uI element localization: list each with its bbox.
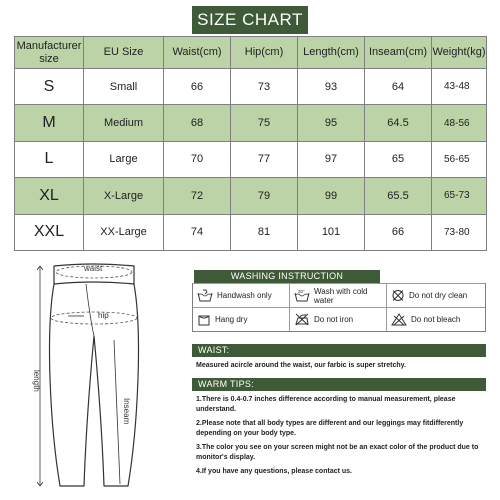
cell-waist: 68 bbox=[164, 105, 231, 141]
cell-inseam: 66 bbox=[365, 214, 432, 250]
cold-wash-icon bbox=[294, 289, 310, 302]
hang-dry-icon bbox=[197, 313, 211, 326]
cell-length: 99 bbox=[298, 178, 365, 214]
cell-size: XXL bbox=[15, 214, 84, 250]
wash-item-no-bleach bbox=[387, 307, 485, 331]
svg-text:30°: 30° bbox=[298, 289, 305, 294]
table-row bbox=[15, 105, 487, 141]
waist-title: WAIST: bbox=[192, 344, 486, 357]
cell-waist: 72 bbox=[164, 178, 231, 214]
header-manufacturer-size: Manufacturer size bbox=[15, 37, 84, 69]
cell-size: XL bbox=[15, 178, 84, 214]
wash-item-hang-dry bbox=[193, 307, 290, 331]
header-inseam: Inseam(cm) bbox=[365, 37, 432, 69]
table-header-row bbox=[15, 37, 487, 69]
tip-item: 3.The color you see on your screen might not be an exact color of the product due to monitor's display. bbox=[196, 444, 479, 461]
tips-panel bbox=[192, 378, 486, 477]
leggings-diagram bbox=[14, 258, 174, 492]
cell-length: 93 bbox=[298, 69, 365, 105]
cell-weight: 43-48 bbox=[432, 69, 487, 105]
inseam-measure-line bbox=[114, 340, 120, 484]
cell-inseam: 65.5 bbox=[365, 178, 432, 214]
wash-label-hang-dry: Hang dry bbox=[215, 315, 248, 324]
cell-weight: 73-80 bbox=[432, 214, 487, 250]
cell-eu: Small bbox=[84, 69, 164, 105]
header-eu-size: EU Size bbox=[84, 37, 164, 69]
table-row bbox=[15, 69, 487, 105]
cell-waist: 74 bbox=[164, 214, 231, 250]
waist-panel bbox=[192, 344, 486, 371]
length-label: length bbox=[32, 370, 41, 392]
wash-label-no-iron: Do not iron bbox=[314, 315, 354, 324]
hip-label: hip bbox=[98, 311, 109, 320]
cell-eu: Medium bbox=[84, 105, 164, 141]
wash-item-cold bbox=[290, 283, 387, 307]
no-iron-icon bbox=[294, 313, 310, 326]
cell-hip: 73 bbox=[231, 69, 298, 105]
cell-size: M bbox=[15, 105, 84, 141]
wash-label-no-bleach: Do not bleach bbox=[411, 315, 461, 324]
table-row bbox=[15, 141, 487, 177]
cell-waist: 70 bbox=[164, 141, 231, 177]
header-weight: Weight(kg) bbox=[432, 37, 487, 69]
cell-hip: 79 bbox=[231, 178, 298, 214]
washing-panel bbox=[192, 270, 486, 332]
cell-hip: 81 bbox=[231, 214, 298, 250]
waist-text: Measured acircle around the waist, our farbic is super stretchy. bbox=[196, 362, 406, 369]
size-table bbox=[14, 36, 487, 251]
washing-grid bbox=[192, 283, 486, 332]
cell-weight: 48-56 bbox=[432, 105, 487, 141]
tip-item: 2.Please note that all body types are different and our leggings may fitdifferently depending on your body type. bbox=[196, 420, 464, 437]
header-hip: Hip(cm) bbox=[231, 37, 298, 69]
cell-eu: X-Large bbox=[84, 178, 164, 214]
washing-title: WASHING INSTRUCTION bbox=[194, 270, 380, 283]
no-bleach-icon bbox=[391, 313, 407, 326]
cell-size: S bbox=[15, 69, 84, 105]
cell-length: 101 bbox=[298, 214, 365, 250]
cell-length: 95 bbox=[298, 105, 365, 141]
tip-item: 1.There is 0.4-0.7 inches difference according to manual measurement, please understand. bbox=[196, 396, 456, 413]
cell-size: L bbox=[15, 141, 84, 177]
cell-hip: 77 bbox=[231, 141, 298, 177]
cell-inseam: 64 bbox=[365, 69, 432, 105]
header-waist: Waist(cm) bbox=[164, 37, 231, 69]
cell-inseam: 64.5 bbox=[365, 105, 432, 141]
wash-item-no-dry-clean bbox=[387, 283, 485, 307]
wash-label-no-dry-clean: Do not dry clean bbox=[409, 291, 468, 300]
cell-weight: 56-65 bbox=[432, 141, 487, 177]
table-row bbox=[15, 178, 487, 214]
header-length: Length(cm) bbox=[298, 37, 365, 69]
cell-length: 97 bbox=[298, 141, 365, 177]
tips-title: WARM TIPS: bbox=[192, 378, 486, 391]
cell-eu: XX-Large bbox=[84, 214, 164, 250]
wash-label-handwash: Handwash only bbox=[217, 291, 272, 300]
hip-measure-line bbox=[51, 312, 137, 324]
no-dry-clean-icon bbox=[391, 289, 405, 302]
wash-item-no-iron bbox=[290, 307, 387, 331]
cell-waist: 66 bbox=[164, 69, 231, 105]
cell-weight: 65-73 bbox=[432, 178, 487, 214]
crotch-seam bbox=[86, 284, 94, 336]
cell-hip: 75 bbox=[231, 105, 298, 141]
wash-label-cold: Wash with cold water bbox=[314, 286, 368, 305]
waist-label: waist bbox=[84, 264, 103, 273]
table-row bbox=[15, 214, 487, 250]
inseam-label: Inseam bbox=[122, 398, 131, 425]
cell-eu: Large bbox=[84, 141, 164, 177]
tip-item: 4.If you have any questions, please contact us. bbox=[196, 468, 352, 475]
wash-item-handwash bbox=[193, 283, 290, 307]
size-chart-title: SIZE CHART bbox=[192, 6, 308, 34]
handwash-icon bbox=[197, 289, 213, 302]
leggings-outline bbox=[50, 284, 139, 486]
cell-inseam: 65 bbox=[365, 141, 432, 177]
